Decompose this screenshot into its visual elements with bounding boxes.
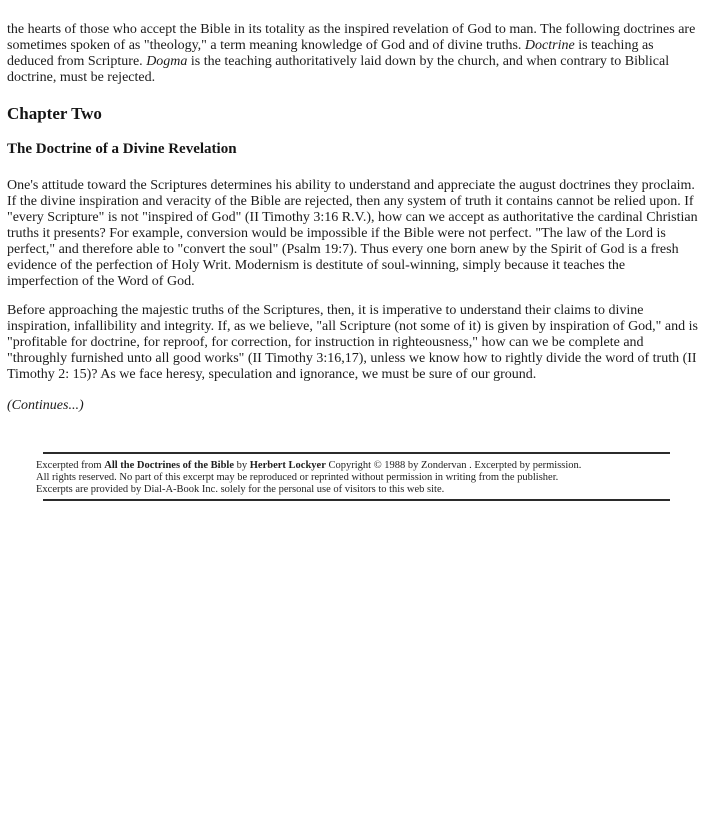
term-doctrine: Doctrine — [524, 38, 575, 53]
footer-excerpted-from: Excerpted from — [36, 460, 105, 471]
footer-top-rule — [43, 452, 670, 454]
footer-by: by — [234, 460, 250, 471]
intro-text-2: is teaching as deduced from Scripture. — [7, 38, 654, 69]
footer-bottom-rule — [43, 499, 670, 501]
author-name: Herbert Lockyer — [249, 460, 326, 471]
intro-text-3: is the teaching authoritatively laid down by the church, and when contrary to Biblical doctrine, must be rejected. — [7, 54, 670, 85]
copyright-footer — [36, 452, 676, 501]
footer-line-3: Excerpts are provided by Dial-A-Book Inc. solely for the personal use of visitors to this web site. — [36, 484, 445, 495]
continues-note: (Continues...) — [7, 398, 84, 413]
intro-paragraph — [7, 22, 700, 86]
body-paragraph-before-approaching: Before approaching the majestic truths of the Scriptures, then, it is imperative to understand their claims to divine inspiration, infallibility and integrity. If, as we believe, "all Scripture (not some of it) is given by inspiration of God," and is "profitable for doctrine, for reproof, for correction, for instruction in righteousness," how can we be complete and "throughly furnished unto all good works" (II Timothy 3:16,17), unless we know how to rightly divide the word of truth (II Timothy 2: 15)? As we face heresy, speculation and ignorance, we must be sure of our ground. — [7, 303, 698, 382]
body-paragraph-attitude: One's attitude toward the Scriptures determines his ability to understand and appreciate the august doctrines they proclaim. If the divine inspiration and veracity of the Bible are rejected, then any system of truth it contains cannot be relied upon. If "every Scripture" is not "inspired of God" (II Timothy 3:16 R.V.), how can we accept as authoritative the cardinal Christian truths it presents? For example, conversion would be impossible if the Bible were not perfect. "The law of the Lord is perfect," and therefore able to "convert the soul" (Psalm 19:7). Thus every one born anew by the Spirit of God is a fresh evidence of the perfection of Holy Writ. Modernism is destitute of soul-winning, simply because it teaches the imperfection of the Word of God. — [7, 178, 698, 289]
footer-line-1 — [36, 460, 676, 472]
term-dogma: Dogma — [146, 54, 188, 69]
footer-line-2: All rights reserved. No part of this excerpt may be reproduced or reprinted without permission in writing from the publisher. — [36, 472, 559, 483]
book-title: All the Doctrines of the Bible — [104, 460, 235, 471]
footer-copyright: Copyright © 1988 by Zondervan . Excerpted by permission. — [325, 460, 582, 471]
chapter-heading: Chapter Two — [7, 104, 102, 123]
intro-text-1: the hearts of those who accept the Bible in its totality as the inspired revelation of God to man. The following doctrines are sometimes spoken of as "theology," a term meaning knowledge of God and of divine truths. — [7, 22, 696, 53]
section-heading: The Doctrine of a Divine Revelation — [7, 141, 237, 157]
